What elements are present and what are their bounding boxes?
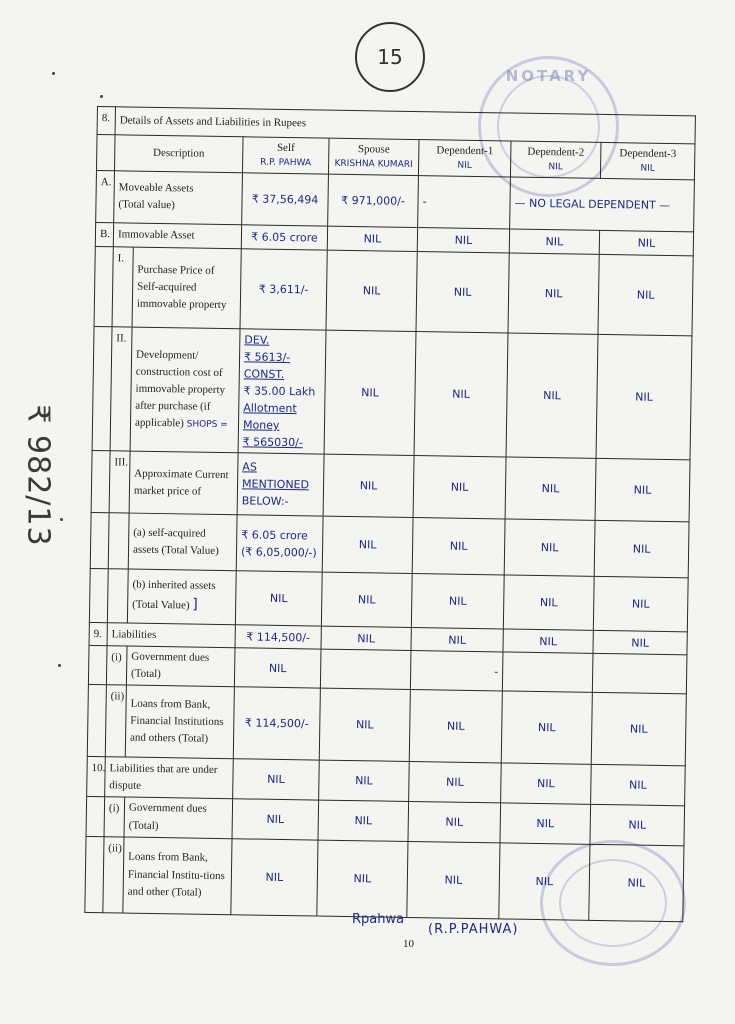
- col-spouse: Spouse KRISHNA KUMARI: [328, 138, 419, 175]
- disputed-label: Liabilities that are under dispute: [105, 757, 234, 799]
- disputed-bank-loans-self: NIL: [231, 838, 318, 915]
- disputed-bank-loans-dependent-2: NIL: [499, 842, 590, 919]
- dependent-1-name: NIL: [457, 160, 472, 171]
- market-dependent-3: NIL: [595, 459, 690, 522]
- self-acquired-self: ₹ 6.05 crore (₹ 6,05,000/-): [236, 515, 323, 572]
- market-dependent-2: NIL: [505, 457, 596, 520]
- side-note-text: ₹ 982/13: [20, 403, 56, 547]
- row-purchase-price: I. Purchase Price of Self-acquired immovable property ₹ 3,611/- NIL NIL NIL NIL: [94, 246, 693, 335]
- disputed-government-dues-spouse: NIL: [318, 801, 409, 842]
- bracket-mark: ]: [192, 597, 198, 614]
- moveable-sublabel: (Total value): [118, 198, 175, 212]
- bank-loans-dependent-2: NIL: [501, 691, 592, 764]
- moveable-self: ₹ 37,56,494: [242, 173, 329, 226]
- development-spouse: NIL: [324, 330, 416, 456]
- inherited-spouse: NIL: [321, 572, 412, 627]
- government-dues-dependent-1: -: [410, 651, 503, 692]
- row-disputed-liabilities: 10. Liabilities that are under dispute NIL NIL NIL NIL NIL: [87, 757, 686, 806]
- paper-speck: [60, 518, 63, 521]
- inherited-dependent-3: NIL: [593, 577, 688, 632]
- bank-loans-dependent-1: NIL: [409, 690, 502, 763]
- purchase-dependent-1: NIL: [416, 252, 509, 333]
- paper-speck: [58, 664, 61, 667]
- row-development-cost: II. Development/ construction cost of immovable property after purchase (if applicable) SHOPS = DEV. ₹ 5613/- CONST. ₹ 35.00 Lakh Allotment Money ₹ 565030/- NIL NIL NIL NIL: [92, 326, 692, 460]
- development-self: DEV. ₹ 5613/- CONST. ₹ 35.00 Lakh Allotment Money ₹ 565030/-: [238, 329, 326, 455]
- row-disputed-government-dues: (i) Government dues (Total) NIL NIL NIL NIL NIL: [86, 797, 685, 845]
- government-dues-spouse: [320, 649, 411, 690]
- section-title: Details of Assets and Liabilities in Rupees: [115, 107, 695, 144]
- self-acquired-dependent-3: NIL: [594, 521, 689, 578]
- disputed-dependent-3: NIL: [591, 765, 686, 806]
- row-market-price: III. Approximate Current market price of AS MENTIONED BELOW:- NIL NIL NIL NIL: [91, 451, 690, 522]
- signer-name: (R.P.PAHWA): [428, 922, 519, 937]
- circled-page-marker: 15: [355, 22, 425, 92]
- col-dependent-1: Dependent-1 NIL: [418, 140, 511, 177]
- market-dependent-1: NIL: [413, 456, 506, 519]
- inherited-dependent-2: NIL: [503, 575, 594, 630]
- disputed-spouse: NIL: [319, 761, 410, 802]
- government-dues-dependent-3: [592, 654, 687, 695]
- government-dues-dependent-2: [502, 652, 593, 693]
- row-immovable-asset: B. Immovable Asset ₹ 6.05 crore NIL NIL NIL NIL: [95, 222, 693, 255]
- purchase-self: ₹ 3,611/-: [240, 249, 327, 330]
- disputed-bank-loans-dependent-1: NIL: [407, 841, 500, 918]
- purchase-dependent-3: NIL: [598, 254, 693, 335]
- development-label-note: SHOPS =: [186, 419, 228, 431]
- liabilities-dependent-1: NIL: [411, 628, 503, 652]
- row-inherited-assets: [89, 569, 688, 632]
- liabilities-self: ₹ 114,500/-: [235, 625, 321, 649]
- immovable-dependent-1: NIL: [417, 228, 509, 253]
- row-bank-loans: (ii) Loans from Bank, Financial Institutions and others (Total) ₹ 114,500/- NIL NIL NIL NIL: [87, 685, 686, 766]
- self-acquired-label: (a) self-acquired assets (Total Value): [128, 513, 237, 571]
- immovable-dependent-3: NIL: [599, 230, 693, 255]
- purchase-spouse: NIL: [326, 250, 417, 331]
- disputed-self: NIL: [233, 759, 320, 800]
- government-dues-self: NIL: [234, 648, 321, 688]
- moveable-spouse: ₹ 971,000/-: [328, 174, 419, 227]
- assets-liabilities-form: [91, 106, 695, 899]
- development-dependent-2: NIL: [506, 333, 598, 459]
- development-dependent-3: NIL: [596, 334, 692, 460]
- disputed-government-dues-dependent-2: NIL: [500, 803, 591, 844]
- paper-speck: [100, 95, 103, 98]
- market-spouse: NIL: [323, 454, 414, 517]
- punch-hole-mark: [52, 72, 55, 75]
- inherited-dependent-1: NIL: [411, 574, 504, 629]
- bank-loans-label: Loans from Bank, Financial Institutions and others (Total): [125, 685, 234, 759]
- purchase-dependent-2: NIL: [508, 253, 599, 334]
- development-dependent-1: NIL: [414, 332, 508, 458]
- dependent-2-name: NIL: [548, 162, 563, 173]
- market-self: AS MENTIONED BELOW:-: [237, 453, 324, 516]
- row-self-acquired-assets: [90, 513, 689, 578]
- self-acquired-dependent-1: NIL: [412, 518, 505, 575]
- disputed-bank-loans-label: Loans from Bank, Financial Institu-tions and other (Total): [123, 837, 232, 915]
- disputed-government-dues-dependent-3: NIL: [590, 805, 685, 846]
- row-liabilities: 9. Liabilities ₹ 114,500/- NIL NIL NIL NIL: [89, 623, 687, 655]
- bank-loans-dependent-3: NIL: [591, 693, 686, 766]
- col-self: Self R.P. PAHWA: [242, 137, 329, 174]
- immovable-dependent-2: NIL: [509, 229, 599, 254]
- row-disputed-bank-loans: (ii) Loans from Bank, Financial Institu-tions and other (Total) NIL NIL NIL NIL NIL: [85, 836, 684, 921]
- col-description: Description: [114, 135, 243, 173]
- row-government-dues: (i) Government dues (Total) NIL -: [88, 646, 687, 694]
- bank-loans-self: ₹ 114,500/-: [233, 687, 320, 760]
- disputed-government-dues-self: NIL: [232, 799, 319, 839]
- moveable-dependent-1: -: [418, 176, 511, 229]
- immovable-spouse: NIL: [327, 226, 417, 251]
- self-acquired-dependent-2: NIL: [504, 519, 595, 576]
- disputed-bank-loans-dependent-3: NIL: [589, 844, 684, 921]
- signature: Rpahwa: [352, 912, 405, 927]
- liabilities-dependent-2: NIL: [503, 629, 593, 653]
- col-dependent-3: Dependent-3 NIL: [600, 142, 695, 179]
- disputed-government-dues-dependent-1: NIL: [408, 802, 501, 843]
- immovable-self: ₹ 6.05 crore: [241, 225, 327, 250]
- liabilities-dependent-3: NIL: [593, 631, 687, 656]
- liabilities-label: Liabilities: [107, 623, 235, 648]
- assets-liabilities-table: [84, 106, 696, 922]
- liabilities-spouse: NIL: [321, 626, 411, 650]
- inherited-label: (b) inherited assets (Total Value): [132, 579, 216, 612]
- row-moveable-assets: A. Moveable Assets (Total value) ₹ 37,56,494 ₹ 971,000/- - — NO LEGAL DEPENDENT —: [96, 170, 695, 231]
- disputed-government-dues-label: Government dues (Total): [124, 797, 233, 838]
- purchase-label: Purchase Price of Self-acquired immovable property: [132, 247, 241, 329]
- self-name: R.P. PAHWA: [260, 157, 312, 169]
- market-label: Approximate Current market price of: [129, 451, 238, 515]
- col-dependent-2: Dependent-2 NIL: [510, 141, 601, 178]
- inherited-self: NIL: [235, 571, 322, 626]
- no-legal-dependent-note: — NO LEGAL DEPENDENT —: [510, 177, 695, 232]
- disputed-dependent-1: NIL: [409, 762, 502, 803]
- disputed-bank-loans-spouse: NIL: [317, 840, 408, 917]
- government-dues-label: Government dues (Total): [126, 646, 235, 687]
- self-acquired-spouse: NIL: [322, 516, 413, 573]
- disputed-dependent-2: NIL: [501, 763, 592, 804]
- page-number: 10: [403, 938, 414, 950]
- immovable-label: Immovable Asset: [113, 223, 241, 249]
- dependent-3-name: NIL: [640, 163, 655, 174]
- side-note: [2, 390, 74, 560]
- bank-loans-spouse: NIL: [319, 689, 410, 762]
- development-label: Development/ construction cost of immovable property after purchase (if applicable): [134, 348, 226, 430]
- spouse-name: KRISHNA KUMARI: [334, 158, 413, 171]
- section-number: 8.: [97, 107, 115, 135]
- moveable-label: Moveable Assets: [118, 181, 194, 195]
- notary-stamp-label: NOTARY: [505, 67, 592, 85]
